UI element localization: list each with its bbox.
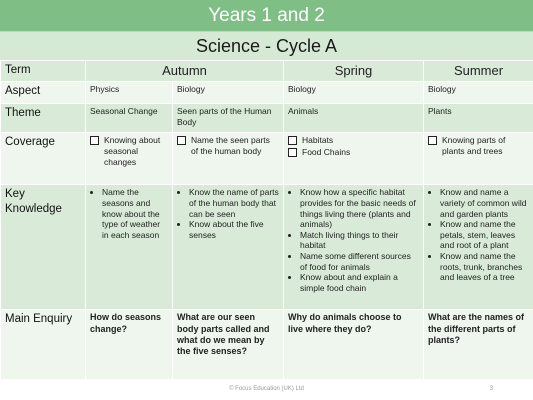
theme-spring: Animals	[284, 104, 424, 133]
aspect-spring: Biology	[284, 82, 424, 104]
bullet-item: • Know about the five senses	[189, 219, 279, 240]
bullet-item: • Know the name of parts of the human body that can be seen	[189, 187, 279, 219]
header-spring: Spring	[284, 61, 424, 82]
checkbox-item	[288, 147, 419, 158]
checkbox-text: Habitats	[302, 135, 334, 146]
checkbox-item	[428, 135, 529, 156]
main-enquiry-label: Main Enquiry	[1, 310, 86, 380]
bullet-item: • Know about and explain a simple food chain	[300, 272, 419, 293]
header-row	[1, 61, 533, 82]
coverage-autumn-2	[173, 133, 284, 185]
checkbox-item	[177, 135, 279, 156]
key-knowledge-label: Key Knowledge	[1, 185, 86, 310]
bullet-item: • Know how a specific habitat provides for the basic needs of things living there (plants and animals)	[300, 187, 419, 230]
bullet-item: • Name the seasons and know about the type of weather in each season	[102, 187, 168, 240]
main-enquiry-autumn-1: How do seasons change?	[86, 310, 173, 380]
key-knowledge-autumn-2	[173, 185, 284, 310]
main-enquiry-summer: What are the names of the different parts of plants?	[424, 310, 533, 380]
footer	[0, 384, 533, 400]
main-enquiry-autumn-2: What are our seen body parts called and what do we mean by the five senses?	[173, 310, 284, 380]
theme-autumn-1: Seasonal Change	[86, 104, 173, 133]
checkbox-icon	[288, 148, 297, 157]
checkbox-icon	[90, 136, 99, 145]
checkbox-icon	[177, 136, 186, 145]
checkbox-text: Knowing about seasonal changes	[104, 135, 161, 167]
key-knowledge-spring	[284, 185, 424, 310]
bullet-item: • Know and name the roots, trunk, branches and leaves of a tree	[440, 251, 529, 283]
main-enquiry-spring: Why do animals choose to live where they do?	[284, 310, 424, 380]
key-knowledge-row	[1, 185, 533, 310]
coverage-autumn-1	[86, 133, 173, 185]
aspect-row	[1, 82, 533, 104]
page-number: 3	[489, 386, 493, 392]
aspect-label: Aspect	[1, 82, 86, 104]
bullet-item: • Know and name a variety of common wild and garden plants	[440, 187, 529, 219]
checkbox-icon	[288, 136, 297, 145]
checkbox-icon	[428, 136, 437, 145]
checkbox-item	[288, 135, 419, 146]
checkbox-text: Name the seen parts of the human body	[191, 135, 270, 156]
main-enquiry-row	[1, 310, 533, 380]
coverage-summer	[424, 133, 533, 185]
page-banner: Years 1 and 2	[0, 0, 533, 31]
header-summer: Summer	[424, 61, 533, 82]
checkbox-text: Food Chains	[302, 146, 351, 157]
curriculum-table	[0, 60, 533, 380]
page-subtitle: Science - Cycle A	[0, 31, 533, 61]
header-autumn: Autumn	[86, 61, 284, 82]
theme-row	[1, 104, 533, 133]
aspect-summer: Biology	[424, 82, 533, 104]
coverage-label: Coverage	[1, 133, 86, 185]
header-term: Term	[1, 61, 86, 82]
aspect-autumn-2: Biology	[173, 82, 284, 104]
theme-autumn-2: Seen parts of the Human Body	[173, 104, 284, 133]
theme-label: Theme	[1, 104, 86, 133]
checkbox-text: Knowing parts of plants and trees	[442, 135, 506, 156]
aspect-autumn-1: Physics	[86, 82, 173, 104]
bullet-item: • Know and name the petals, stem, leaves and root of a plant	[440, 219, 529, 251]
key-knowledge-autumn-1	[86, 185, 173, 310]
key-knowledge-summer	[424, 185, 533, 310]
checkbox-item	[90, 135, 168, 167]
copyright-text: © Focus Education (UK) Ltd	[229, 386, 304, 392]
theme-summer: Plants	[424, 104, 533, 133]
bullet-item: • Name some different sources of food for animals	[300, 251, 419, 272]
coverage-row	[1, 133, 533, 185]
bullet-item: • Match living things to their habitat	[300, 230, 419, 251]
coverage-spring	[284, 133, 424, 185]
